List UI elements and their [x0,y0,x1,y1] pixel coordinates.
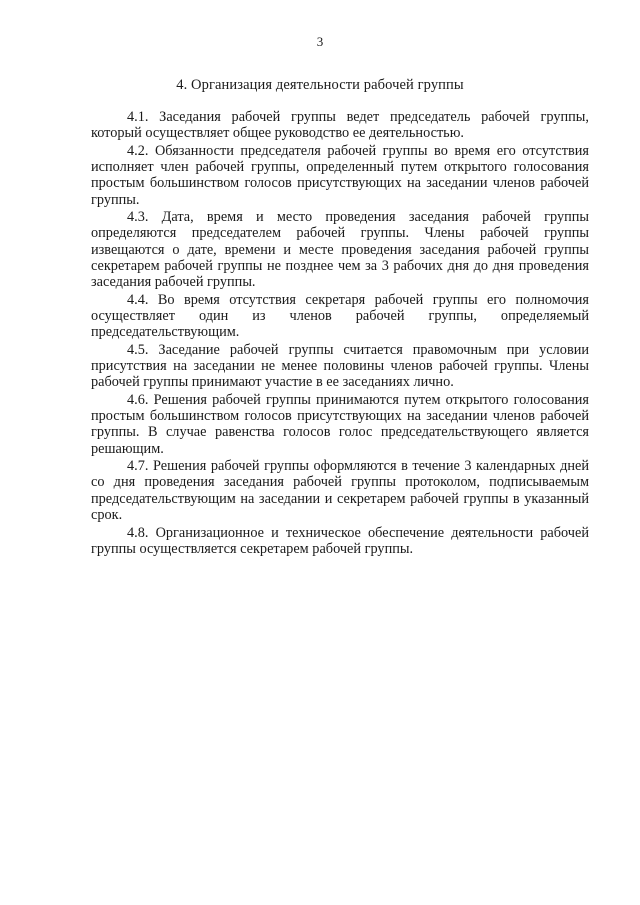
paragraph-4-5: 4.5. Заседание рабочей группы считается правомочным при условии присутствия на заседании не менее половины членов рабочей группы. Члены рабочей группы принимают участие в ее заседаниях лично. [91,341,589,391]
paragraph-4-3: 4.3. Дата, время и место проведения заседания рабочей группы определяются председателем рабочей группы. Члены рабочей группы извещаются о дате, времени и месте проведения заседания рабочей группы секретарем рабочей группы не позднее чем за 3 рабочих дня до дня проведения заседания рабочей группы. [91,209,589,291]
paragraph-4-4: 4.4. Во время отсутствия секретаря рабочей группы его полномочия осуществляет один из членов рабочей группы, определяемый председательствующим. [91,291,589,341]
page-number: 3 [316,34,324,49]
paragraph-4-8: 4.8. Организационное и техническое обеспечение деятельности рабочей группы осуществляется секретарем рабочей группы. [91,524,589,557]
paragraph-4-6: 4.6. Решения рабочей группы принимаются путем открытого голосования простым большинством голосов присутствующих на заседании членов рабочей группы. В случае равенства голосов голос председательствующего является решающим. [91,391,589,457]
paragraph-4-2: 4.2. Обязанности председателя рабочей группы во время его отсутствия исполняет член рабочей группы, определенный путем открытого голосования простым большинством голосов присутствующих на заседании членов рабочей группы. [91,142,589,208]
section-title: 4. Организация деятельности рабочей группы [176,77,464,93]
document-body [91,109,589,558]
paragraph-4-7: 4.7. Решения рабочей группы оформляются в течение 3 календарных дней со дня проведения заседания рабочей группы протоколом, подписываемым председательствующим на заседании и секретарем рабочей группы в указанный срок. [91,458,589,523]
paragraph-4-1: 4.1. Заседания рабочей группы ведет председатель рабочей группы, который осуществляет общее руководство ее деятельностью. [91,109,589,142]
